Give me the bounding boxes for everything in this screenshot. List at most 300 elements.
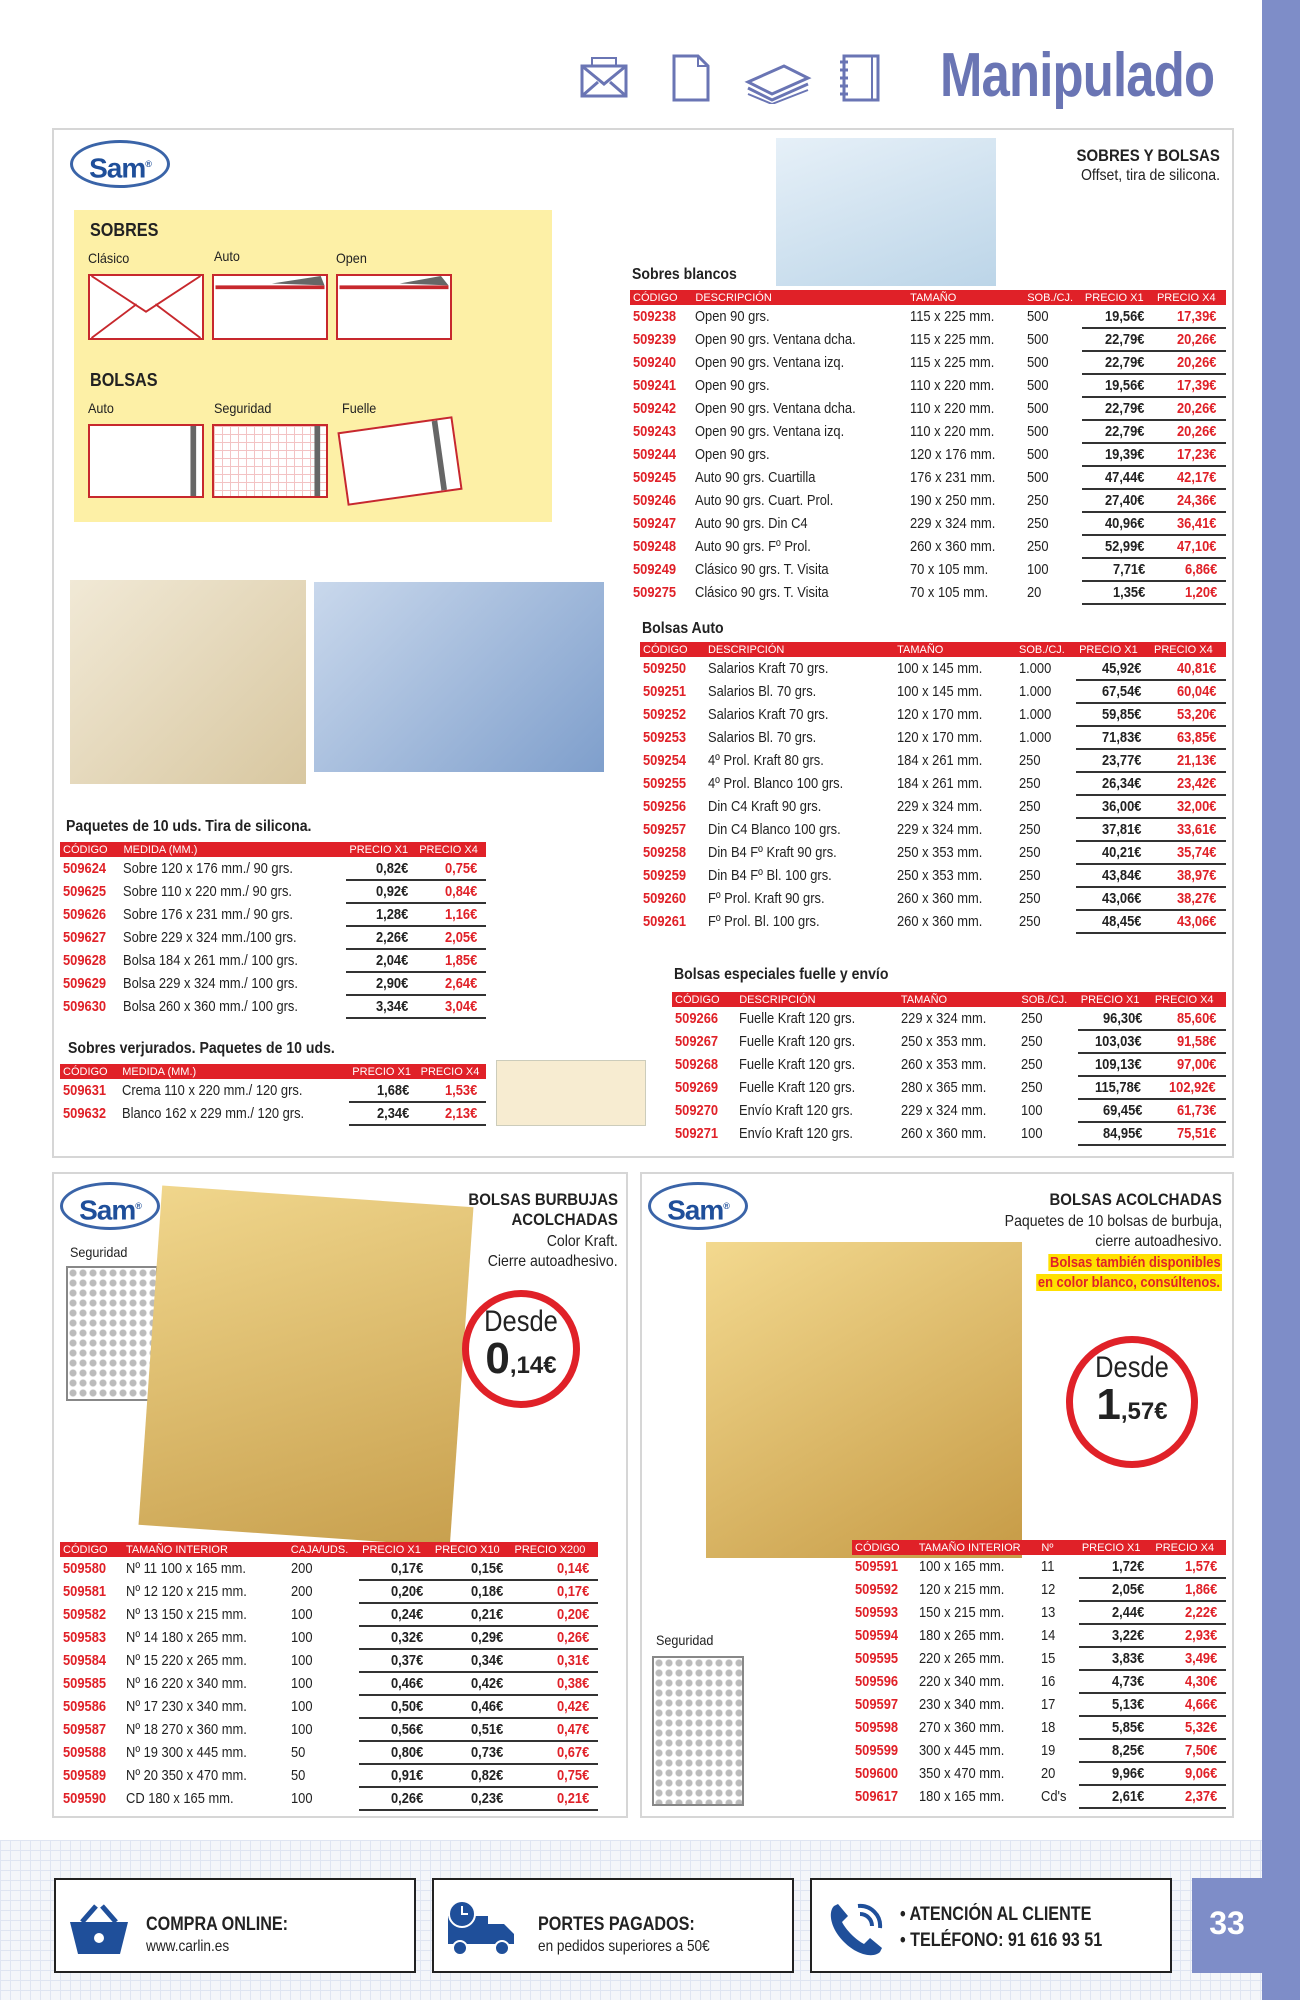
product-code: 509247 — [633, 515, 677, 532]
table-cell: 115 x 225 mm. — [910, 354, 995, 371]
price-cell: 22,79€ — [1082, 328, 1154, 351]
price-cell: 42,17€ — [1154, 466, 1226, 489]
price-cell: 0,20€ — [511, 1603, 598, 1626]
page-number: 33 — [1192, 1878, 1262, 1973]
column-header: Nº — [1038, 1540, 1078, 1555]
table-cell: 220 x 340 mm. — [918, 1673, 1005, 1690]
table-cell: Envío Kraft 120 grs. — [739, 1102, 854, 1119]
price-cell: 1,35€ — [1082, 581, 1154, 604]
table-cell: 100 x 145 mm. — [897, 660, 983, 677]
column-header: TAMAÑO INTERIOR — [123, 1542, 288, 1557]
price-cell: 0,14€ — [511, 1557, 598, 1580]
table-cell: 260 x 360 mm. — [900, 1125, 987, 1142]
price-cell: 1,53€ — [418, 1079, 486, 1102]
table-cell: Clásico 90 grs. T. Visita — [695, 584, 830, 601]
column-header: PRECIO X1 — [349, 1064, 417, 1079]
table-row — [672, 1030, 1226, 1053]
price-cell: 47,44€ — [1082, 466, 1154, 489]
table-row — [60, 1079, 486, 1102]
sheet-icon — [664, 52, 716, 104]
price-cell: 2,64€ — [416, 972, 486, 995]
table-cell: CD 180 x 165 mm. — [126, 1790, 234, 1807]
price-cell: 21,13€ — [1151, 749, 1226, 772]
online-url[interactable]: www.carlin.es — [146, 1938, 230, 1955]
table-row — [60, 903, 486, 926]
product-code: 509624 — [63, 860, 107, 877]
table-cell: 250 x 353 mm. — [900, 1033, 987, 1050]
kraft-envelopes-photo — [70, 580, 306, 784]
price-cell: 3,83€ — [1079, 1647, 1153, 1670]
price-cell: 53,20€ — [1151, 703, 1226, 726]
price-cell: 0,75€ — [511, 1764, 598, 1787]
table-cell: 50 — [290, 1767, 306, 1784]
price-cell: 0,18€ — [432, 1580, 512, 1603]
column-header: PRECIO X1 — [1079, 1540, 1153, 1555]
burbujas-title: BOLSAS BURBUJAS — [468, 1190, 618, 1209]
price-cell: 0,50€ — [359, 1695, 432, 1718]
table-row — [640, 703, 1226, 726]
desde-dec: ,14€ — [509, 1352, 557, 1379]
price-cell: 75,51€ — [1152, 1122, 1226, 1145]
product-code: 509243 — [633, 423, 677, 440]
table-cell: 220 x 265 mm. — [918, 1650, 1005, 1667]
table-cell: Auto 90 grs. Cuart. Prol. — [695, 492, 834, 509]
price-cell: 19,56€ — [1082, 374, 1154, 397]
availability-note-2: en color blanco, consúltenos. — [1038, 1274, 1221, 1291]
table-cell: Fuelle Kraft 120 grs. — [739, 1033, 856, 1050]
product-code: 509592 — [855, 1581, 899, 1598]
table-cell: 15 — [1041, 1650, 1056, 1667]
paquetes-table — [60, 842, 486, 1019]
table-cell: 250 — [1019, 775, 1041, 792]
table-cell: 115 x 225 mm. — [910, 308, 995, 325]
product-code: 509626 — [63, 906, 107, 923]
table-cell: Salarios Bl. 70 grs. — [707, 729, 817, 746]
table-cell: Nº 13 150 x 215 mm. — [126, 1606, 247, 1623]
table-cell: Fº Prol. Bl. 100 grs. — [707, 913, 820, 930]
column-header: PRECIO X4 — [416, 842, 486, 857]
acolchadas-subtitle: Paquetes de 10 bolsas de burbuja, — [1004, 1213, 1222, 1230]
price-cell: 52,99€ — [1082, 535, 1154, 558]
table-cell: 250 — [1027, 492, 1049, 509]
product-code: 509591 — [855, 1558, 899, 1575]
table-cell: Sobre 176 x 231 mm./ 90 grs. — [123, 906, 294, 923]
panel-title: SOBRES Y BOLSAS — [1076, 146, 1220, 165]
price-cell: 17,39€ — [1154, 374, 1226, 397]
table-row — [852, 1670, 1226, 1693]
sam-logo: Sam® — [70, 140, 170, 188]
legend-sobres-heading: SOBRES — [90, 220, 159, 240]
bolsa-auto-icon — [88, 424, 204, 498]
bubble-bags-photo — [139, 1186, 474, 1547]
price-cell: 22,79€ — [1082, 420, 1154, 443]
table-cell: Open 90 grs. — [695, 308, 770, 325]
table-header-row — [640, 642, 1226, 657]
table-row — [640, 795, 1226, 818]
table-cell: 16 — [1041, 1673, 1056, 1690]
table-cell: 70 x 105 mm. — [910, 584, 989, 601]
desde-dec-2: ,57€ — [1120, 1398, 1168, 1425]
price-cell: 5,13€ — [1079, 1693, 1153, 1716]
product-code: 509254 — [643, 752, 687, 769]
blancos-title: Sobres blancos — [632, 266, 737, 283]
price-cell: 2,05€ — [416, 926, 486, 949]
table-cell: 150 x 215 mm. — [918, 1604, 1005, 1621]
column-header: PRECIO X4 — [1152, 992, 1226, 1007]
product-code: 509268 — [675, 1056, 719, 1073]
price-cell: 0,26€ — [359, 1787, 432, 1810]
product-code: 509238 — [633, 308, 677, 325]
product-code: 509249 — [633, 561, 677, 578]
price-from-badge — [462, 1290, 580, 1408]
price-cell: 22,79€ — [1082, 397, 1154, 420]
white-envelopes-photo — [776, 138, 996, 286]
product-code: 509588 — [63, 1744, 107, 1761]
table-cell: 250 x 353 mm. — [897, 867, 983, 884]
product-code: 509266 — [675, 1010, 719, 1027]
price-cell: 0,82€ — [432, 1764, 512, 1787]
table-row — [630, 512, 1226, 535]
column-header: TAMAÑO — [907, 290, 1024, 305]
column-header: CÓDIGO — [60, 1542, 123, 1557]
table-cell: 270 x 360 mm. — [918, 1719, 1005, 1736]
product-code: 509631 — [63, 1082, 107, 1099]
table-cell: 100 — [290, 1652, 313, 1669]
price-cell: 7,50€ — [1152, 1739, 1226, 1762]
price-cell: 0,32€ — [359, 1626, 432, 1649]
column-header: CÓDIGO — [60, 1064, 119, 1079]
table-cell: 190 x 250 mm. — [910, 492, 996, 509]
table-cell: 70 x 105 mm. — [910, 561, 989, 578]
table-header-row — [630, 290, 1226, 305]
column-header: TAMAÑO — [894, 642, 1016, 657]
table-row — [640, 657, 1226, 680]
price-cell: 35,74€ — [1151, 841, 1226, 864]
table-cell: 19 — [1041, 1742, 1056, 1759]
table-cell: 12 — [1041, 1581, 1056, 1598]
table-cell: 110 x 220 mm. — [910, 400, 995, 417]
table-cell: 4º Prol. Kraft 80 grs. — [707, 752, 824, 769]
column-header: CÓDIGO — [852, 1540, 916, 1555]
column-header: PRECIO X1 — [359, 1542, 432, 1557]
price-cell: 36,41€ — [1154, 512, 1226, 535]
availability-note: Bolsas también disponibles — [1049, 1254, 1221, 1271]
table-cell: 13 — [1041, 1604, 1056, 1621]
price-cell: 102,92€ — [1152, 1076, 1226, 1099]
table-row — [60, 1649, 598, 1672]
envelope-type-legend — [74, 210, 552, 522]
price-cell: 0,75€ — [416, 857, 486, 880]
atencion-phone[interactable]: • TELÉFONO: 91 616 93 51 — [900, 1930, 1103, 1951]
price-cell: 17,23€ — [1154, 443, 1226, 466]
product-code: 509258 — [643, 844, 687, 861]
table-row — [60, 1580, 598, 1603]
table-cell: 500 — [1027, 446, 1049, 463]
table-cell: Din C4 Kraft 90 grs. — [707, 798, 822, 815]
table-cell: Nº 17 230 x 340 mm. — [126, 1698, 247, 1715]
table-header-row — [60, 842, 486, 857]
price-cell: 9,06€ — [1152, 1762, 1226, 1785]
price-cell: 0,46€ — [432, 1695, 512, 1718]
table-cell: Salarios Kraft 70 grs. — [707, 706, 829, 723]
table-cell: 250 x 353 mm. — [897, 844, 983, 861]
price-cell: 3,04€ — [416, 995, 486, 1018]
table-row — [852, 1555, 1226, 1578]
table-row — [60, 1603, 598, 1626]
price-cell: 36,00€ — [1076, 795, 1151, 818]
table-cell: Open 90 grs. — [695, 446, 770, 463]
table-cell: 350 x 470 mm. — [918, 1765, 1005, 1782]
table-row — [640, 818, 1226, 841]
table-cell: Nº 11 100 x 165 mm. — [126, 1560, 246, 1577]
table-cell: 180 x 265 mm. — [918, 1627, 1005, 1644]
column-header: SOB./CJ. — [1016, 642, 1076, 657]
table-row — [640, 887, 1226, 910]
price-cell: 17,39€ — [1154, 305, 1226, 328]
product-code: 509246 — [633, 492, 677, 509]
table-cell: 200 — [290, 1583, 313, 1600]
price-cell: 2,26€ — [346, 926, 416, 949]
price-cell: 0,73€ — [432, 1741, 512, 1764]
bolsa-fuelle-icon — [337, 416, 462, 505]
product-code: 509240 — [633, 354, 677, 371]
product-code: 509271 — [675, 1125, 719, 1142]
column-header: TAMAÑO — [898, 992, 1019, 1007]
product-code: 509630 — [63, 998, 107, 1015]
table-cell: Din C4 Blanco 100 grs. — [707, 821, 841, 838]
price-cell: 1,28€ — [346, 903, 416, 926]
blancos-table — [630, 290, 1226, 605]
price-cell: 3,34€ — [346, 995, 416, 1018]
price-cell: 0,17€ — [511, 1580, 598, 1603]
price-cell: 20,26€ — [1154, 397, 1226, 420]
table-cell: 250 — [1019, 798, 1041, 815]
price-cell: 0,42€ — [432, 1672, 512, 1695]
price-cell: 3,49€ — [1152, 1647, 1226, 1670]
table-cell: Blanco 162 x 229 mm./ 120 grs. — [122, 1105, 305, 1122]
product-code: 509595 — [855, 1650, 899, 1667]
table-cell: Bolsa 184 x 261 mm./ 100 grs. — [123, 952, 299, 969]
legend-seguridad-label: Seguridad — [214, 400, 272, 416]
paquetes-title: Paquetes de 10 uds. Tira de silicona. — [66, 818, 312, 835]
table-cell: 100 — [1027, 561, 1049, 578]
product-code: 509250 — [643, 660, 687, 677]
table-cell: 184 x 261 mm. — [897, 752, 983, 769]
table-row — [630, 466, 1226, 489]
product-code: 509585 — [63, 1675, 107, 1692]
product-code: 509586 — [63, 1698, 107, 1715]
column-header: PRECIO X4 — [1151, 642, 1226, 657]
table-header-row — [60, 1064, 486, 1079]
product-code: 509584 — [63, 1652, 107, 1669]
table-cell: 184 x 261 mm. — [897, 775, 983, 792]
footer-online[interactable] — [54, 1878, 416, 1973]
product-code: 509582 — [63, 1606, 107, 1623]
portes-title: PORTES PAGADOS: — [538, 1914, 695, 1935]
table-cell: Fº Prol. Kraft 90 grs. — [707, 890, 825, 907]
price-cell: 0,42€ — [511, 1695, 598, 1718]
price-cell: 23,77€ — [1076, 749, 1151, 772]
table-cell: 229 x 324 mm. — [897, 821, 983, 838]
price-cell: 0,91€ — [359, 1764, 432, 1787]
price-cell: 0,37€ — [359, 1649, 432, 1672]
price-cell: 1,72€ — [1079, 1555, 1153, 1578]
table-cell: 18 — [1041, 1719, 1056, 1736]
open-envelope-icon — [336, 274, 452, 340]
sam-logo-burbujas: Sam® — [60, 1182, 160, 1230]
table-cell: 100 — [290, 1629, 313, 1646]
table-cell: Nº 20 350 x 470 mm. — [126, 1767, 247, 1784]
price-cell: 19,39€ — [1082, 443, 1154, 466]
seguridad-bubble-bag-icon-2 — [652, 1656, 744, 1806]
table-cell: 260 x 360 mm. — [897, 913, 983, 930]
price-cell: 4,30€ — [1152, 1670, 1226, 1693]
price-cell: 0,47€ — [511, 1718, 598, 1741]
table-cell: 200 — [290, 1560, 313, 1577]
price-cell: 0,82€ — [346, 857, 416, 880]
table-cell: 300 x 445 mm. — [918, 1742, 1005, 1759]
product-code: 509259 — [643, 867, 687, 884]
product-code: 509241 — [633, 377, 677, 394]
envelope-icon — [578, 52, 630, 104]
footer-portes — [432, 1878, 794, 1973]
legend-open-label: Open — [336, 250, 367, 266]
table-cell: 229 x 324 mm. — [897, 798, 983, 815]
table-cell: Auto 90 grs. Din C4 — [695, 515, 808, 532]
price-cell: 0,46€ — [359, 1672, 432, 1695]
table-cell: Salarios Kraft 70 grs. — [707, 660, 829, 677]
price-cell: 2,90€ — [346, 972, 416, 995]
price-cell: 43,06€ — [1076, 887, 1151, 910]
table-cell: 20 — [1041, 1765, 1056, 1782]
table-row — [60, 1787, 598, 1810]
table-cell: Nº 18 270 x 360 mm. — [126, 1721, 247, 1738]
table-row — [852, 1624, 1226, 1647]
column-header: DESCRIPCIÓN — [705, 642, 894, 657]
price-cell: 19,56€ — [1082, 305, 1154, 328]
price-cell: 38,97€ — [1151, 864, 1226, 887]
legend-bolsas-heading: BOLSAS — [90, 370, 158, 390]
price-cell: 97,00€ — [1152, 1053, 1226, 1076]
price-cell: 0,24€ — [359, 1603, 432, 1626]
table-row — [60, 1764, 598, 1787]
table-cell: Fuelle Kraft 120 grs. — [739, 1010, 856, 1027]
table-cell: Bolsa 260 x 360 mm./ 100 grs. — [123, 998, 299, 1015]
table-row — [60, 1672, 598, 1695]
table-cell: Open 90 grs. Ventana dcha. — [695, 331, 857, 348]
product-code: 509260 — [643, 890, 687, 907]
product-code: 509625 — [63, 883, 107, 900]
price-cell: 48,45€ — [1076, 910, 1151, 933]
desde-word-2: Desde — [1095, 1351, 1169, 1384]
desde-int: 0 — [485, 1334, 510, 1383]
product-code: 509629 — [63, 975, 107, 992]
table-cell: 1.000 — [1019, 729, 1052, 746]
burbujas-table — [60, 1542, 598, 1811]
product-code: 509580 — [63, 1560, 107, 1577]
table-row — [852, 1601, 1226, 1624]
table-cell: 4º Prol. Blanco 100 grs. — [707, 775, 844, 792]
product-code: 509267 — [675, 1033, 719, 1050]
table-row — [672, 1053, 1226, 1076]
notebook-icon — [834, 52, 886, 104]
desde-int-2: 1 — [1096, 1380, 1121, 1429]
table-cell: 250 — [1021, 1033, 1043, 1050]
seguridad-bubble-bag-icon — [66, 1266, 158, 1401]
table-row — [640, 910, 1226, 933]
column-header: PRECIO X4 — [1152, 1540, 1226, 1555]
table-cell: 100 — [290, 1698, 313, 1715]
burbujas-subtitle-2: Cierre autoadhesivo. — [488, 1253, 618, 1270]
especiales-table — [672, 992, 1226, 1146]
price-cell: 96,30€ — [1078, 1007, 1152, 1030]
product-code: 509589 — [63, 1767, 107, 1784]
price-cell: 23,42€ — [1151, 772, 1226, 795]
price-cell: 2,05€ — [1079, 1578, 1153, 1601]
product-code: 509256 — [643, 798, 687, 815]
clasico-envelope-icon — [88, 274, 204, 340]
table-cell: Sobre 120 x 176 mm./ 90 grs. — [123, 860, 294, 877]
price-cell: 71,83€ — [1076, 726, 1151, 749]
price-cell: 5,85€ — [1079, 1716, 1153, 1739]
table-cell: 100 — [290, 1790, 313, 1807]
column-header: SOB./CJ. — [1024, 290, 1082, 305]
price-cell: 20,26€ — [1154, 328, 1226, 351]
table-cell: 250 — [1027, 515, 1049, 532]
bolsa-seguridad-icon — [212, 424, 328, 498]
price-cell: 3,22€ — [1079, 1624, 1153, 1647]
table-cell: 100 — [290, 1675, 313, 1692]
table-row — [60, 1626, 598, 1649]
price-cell: 67,54€ — [1076, 680, 1151, 703]
table-cell: 11 — [1041, 1558, 1055, 1575]
price-cell: 0,92€ — [346, 880, 416, 903]
price-cell: 0,34€ — [432, 1649, 512, 1672]
table-cell: Clásico 90 grs. T. Visita — [695, 561, 830, 578]
column-header: PRECIO X1 — [1076, 642, 1151, 657]
table-cell: 14 — [1041, 1627, 1056, 1644]
table-cell: Cd's — [1041, 1788, 1067, 1805]
table-cell: 176 x 231 mm. — [910, 469, 996, 486]
product-code: 509600 — [855, 1765, 899, 1782]
column-header: DESCRIPCIÓN — [736, 992, 898, 1007]
desde-word: Desde — [484, 1305, 558, 1338]
table-row — [852, 1762, 1226, 1785]
table-row — [640, 772, 1226, 795]
product-code: 509239 — [633, 331, 677, 348]
table-cell: 250 — [1019, 913, 1041, 930]
acolchadas-table — [852, 1540, 1226, 1809]
table-cell: 250 — [1027, 538, 1049, 555]
table-cell: 20 — [1027, 584, 1042, 601]
verjurados-table — [60, 1064, 486, 1126]
price-cell: 0,51€ — [432, 1718, 512, 1741]
table-row — [630, 328, 1226, 351]
table-row — [60, 972, 486, 995]
price-cell: 0,17€ — [359, 1557, 432, 1580]
price-cell: 59,85€ — [1076, 703, 1151, 726]
table-row — [640, 864, 1226, 887]
online-title: COMPRA ONLINE: — [146, 1914, 289, 1935]
table-row — [60, 857, 486, 880]
table-cell: 260 x 360 mm. — [910, 538, 996, 555]
product-code: 509251 — [643, 683, 687, 700]
product-code: 509593 — [855, 1604, 899, 1621]
table-cell: 250 — [1021, 1056, 1043, 1073]
table-cell: Auto 90 grs. Cuartilla — [695, 469, 816, 486]
table-cell: Nº 12 120 x 215 mm. — [126, 1583, 247, 1600]
price-cell: 20,26€ — [1154, 351, 1226, 374]
